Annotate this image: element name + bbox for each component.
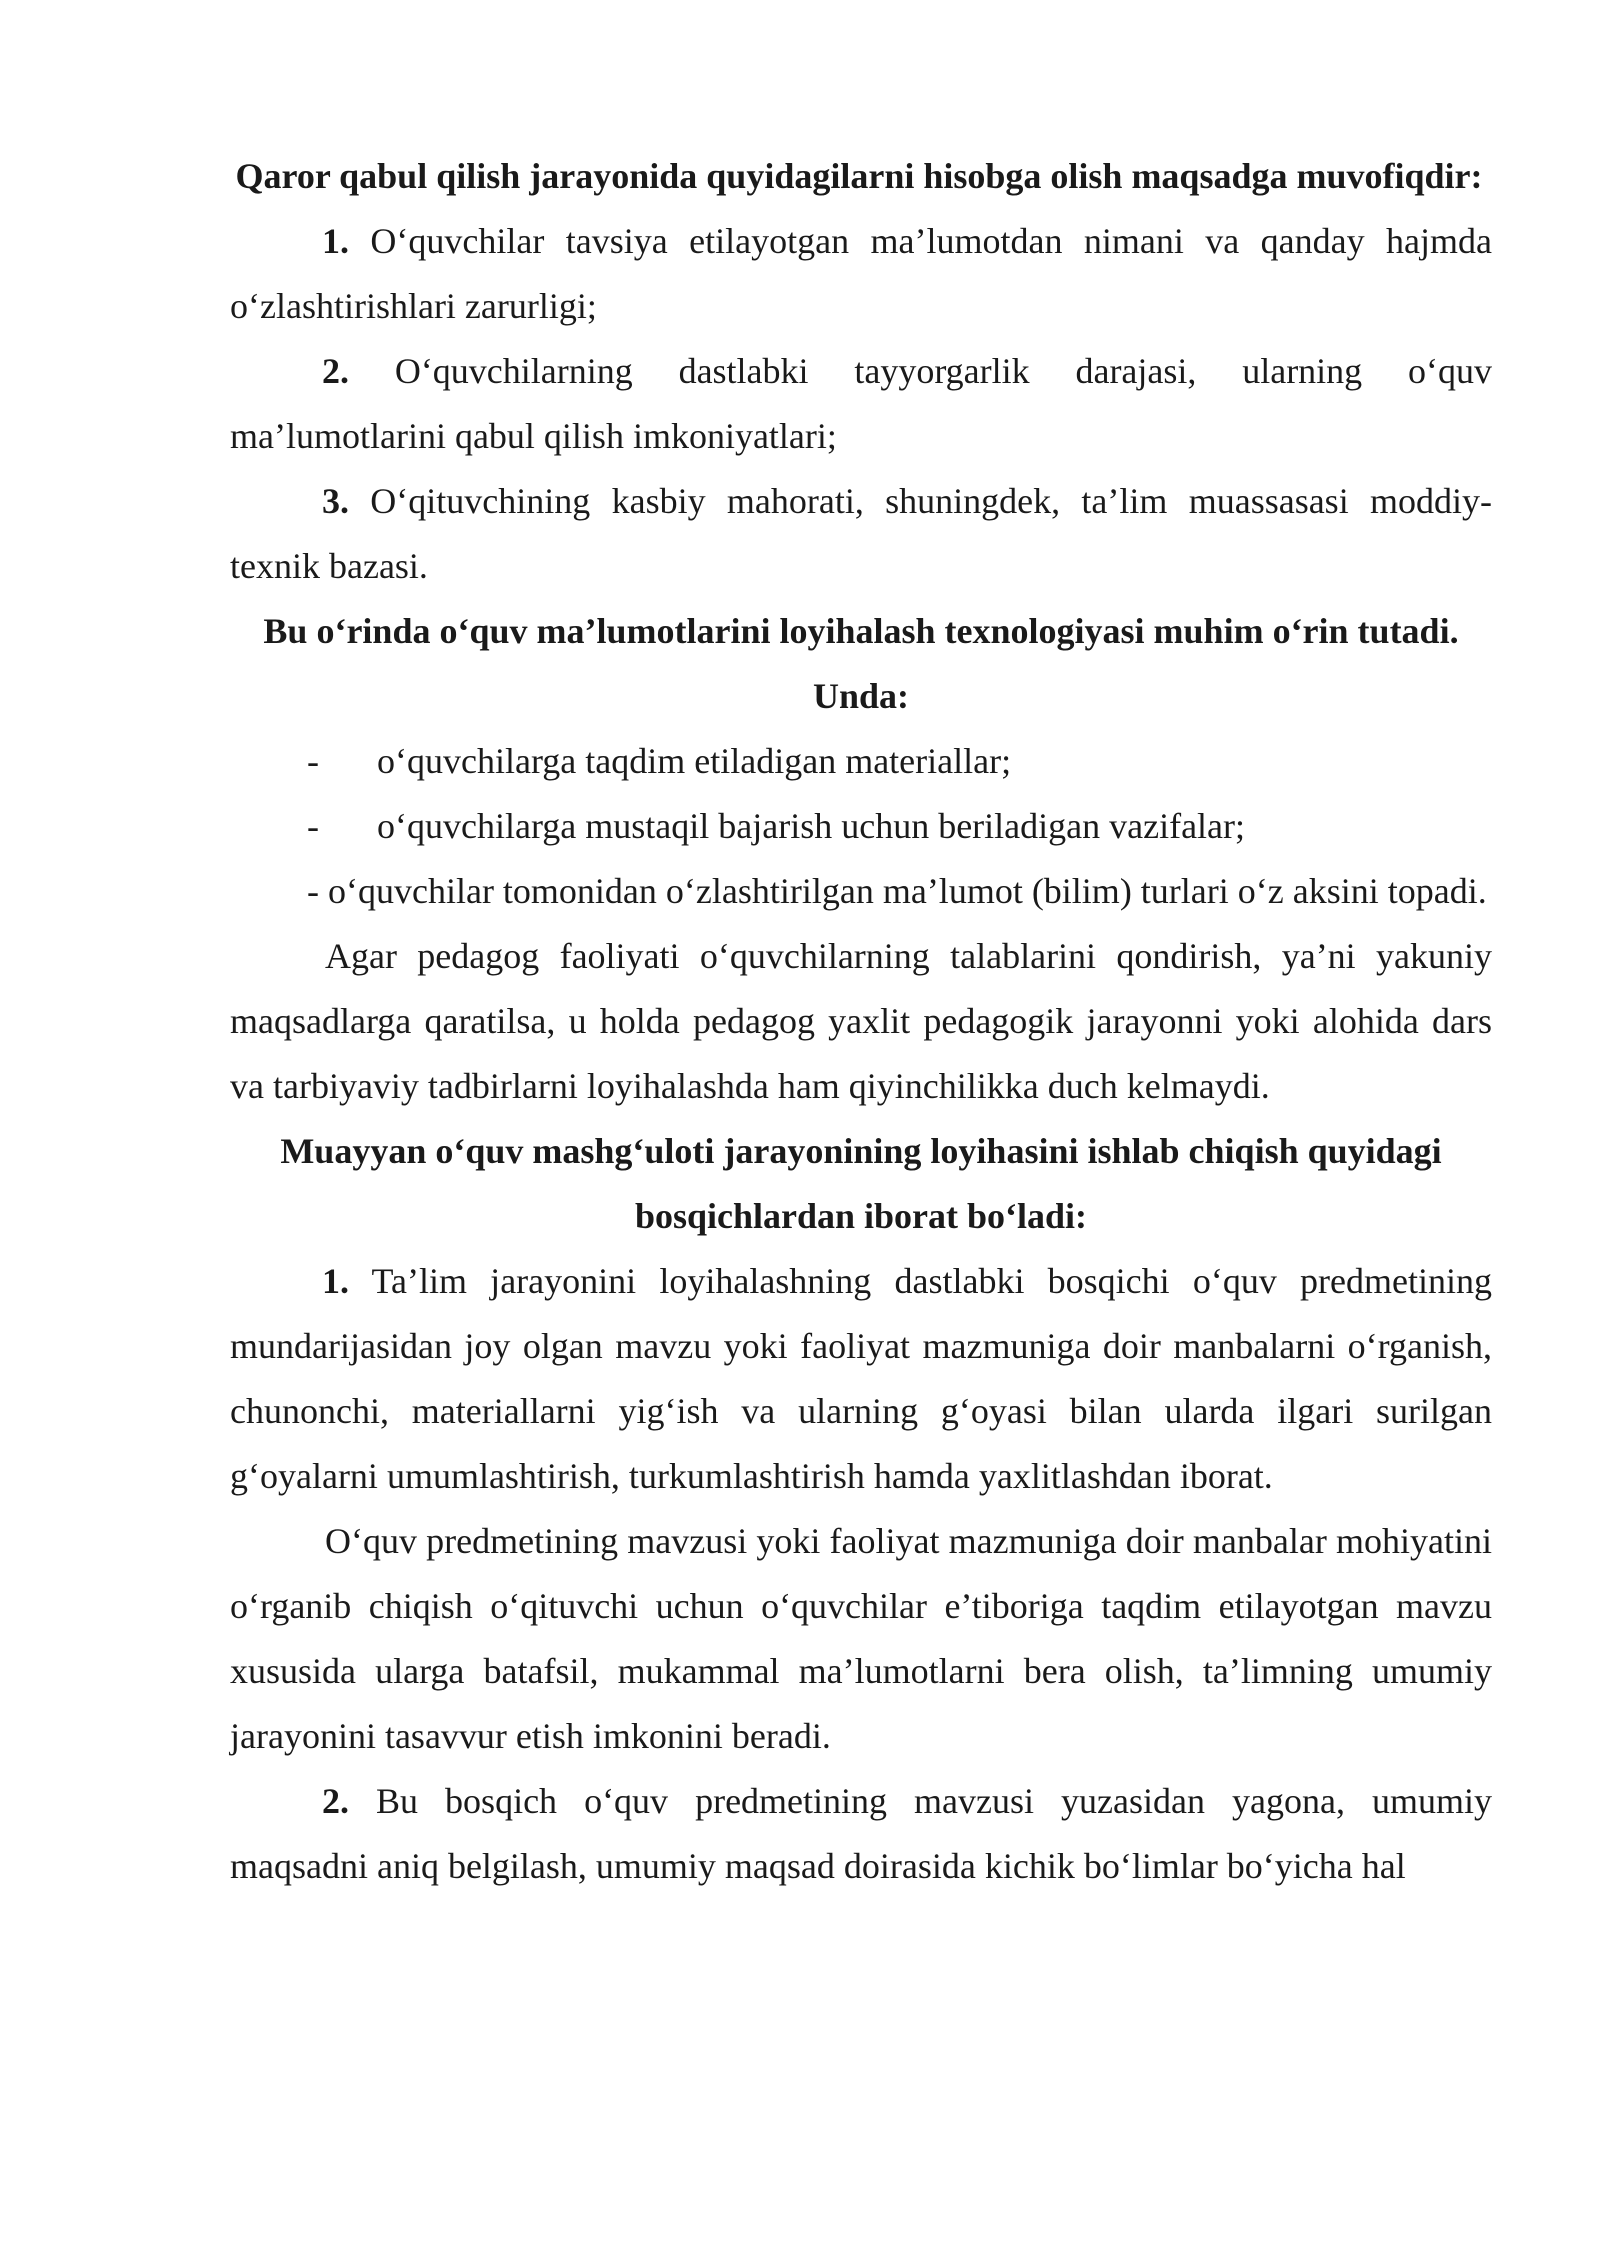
bullet-text: o‘quvchilarga taqdim etiladigan materiallar; xyxy=(377,741,1012,781)
heading-design-technology: Bu o‘rinda o‘quv ma’lumotlarini loyihalash texnologiyasi muhim o‘rin tutadi. Unda: xyxy=(263,611,1459,716)
document-page xyxy=(230,144,1492,1899)
list-text: O‘quvchilarning dastlabki tayyorgarlik darajasi, ularning o‘quv ma’lumotlarini qabul qilish imkoniyatlari; xyxy=(230,351,1492,456)
heading-decision-criteria: Qaror qabul qilish jarayonida quyidagilarni hisobga olish maqsadga muvofiqdir: xyxy=(235,156,1483,196)
bullet-text: o‘quvchilarga mustaqil bajarish uchun beriladigan vazifalar; xyxy=(377,806,1246,846)
list-item xyxy=(230,339,1492,469)
list-item xyxy=(230,469,1492,599)
list-number: 2. xyxy=(322,351,349,391)
bullet-item xyxy=(230,794,1492,859)
bullet-dash: - xyxy=(307,741,319,781)
list-item xyxy=(230,209,1492,339)
paragraph: Agar pedagog faoliyati o‘quvchilarning talablarini qondirish, ya’ni yakuniy maqsadlarga qaratilsa, u holda pedagog yaxlit pedagogik jarayonni yoki alohida dars va tarbiyaviy tadbirlarni loyihalashda ham qiyinchilikka duch kelmaydi. xyxy=(230,936,1492,1106)
bullet-item: - o‘quvchilar tomonidan o‘zlashtirilgan ma’lumot (bilim) turlari o‘z aksini topadi. xyxy=(307,871,1487,911)
bullet-dash: - xyxy=(307,806,319,846)
step-paragraph xyxy=(230,1769,1492,1899)
heading-lesson-stages: Muayyan o‘quv mashg‘uloti jarayonining loyihasini ishlab chiqish quyidagi bosqichlardan iborat bo‘ladi: xyxy=(280,1131,1442,1236)
step-text: Bu bosqich o‘quv predmetining mavzusi yuzasidan yagona, umumiy maqsadni aniq belgilash, umumiy maqsad doirasida kichik bo‘limlar bo‘yicha hal xyxy=(230,1781,1492,1886)
step-text: Ta’lim jarayonini loyihalashning dastlabki bosqichi o‘quv predmetining mundarijasidan joy olgan mavzu yoki faoliyat mazmuniga doir manbalarni o‘rganish, chunonchi, materiallarni yig‘ish va ularning g‘oyasi bilan ularda ilgari surilgan g‘oyalarni umumlashtirish, turkumlashtirish hamda yaxlitlashdan iborat. xyxy=(230,1261,1492,1496)
paragraph: O‘quv predmetining mavzusi yoki faoliyat mazmuniga doir manbalar mohiyatini o‘rganib chiqish o‘qituvchi uchun o‘quvchilar e’tiboriga taqdim etilayotgan mavzu xususida ularga batafsil, mukammal ma’lumotlarni bera olish, ta’limning umumiy jarayonini tasavvur etish imkonini beradi. xyxy=(230,1521,1492,1756)
step-number: 2. xyxy=(322,1781,349,1821)
bullet-item xyxy=(230,729,1492,794)
list-text: O‘quvchilar tavsiya etilayotgan ma’lumotdan nimani va qanday hajmda o‘zlashtirishlari zarurligi; xyxy=(230,221,1492,326)
list-number: 3. xyxy=(322,481,349,521)
list-number: 1. xyxy=(322,221,349,261)
list-text: O‘qituvchining kasbiy mahorati, shuningdek, ta’lim muassasasi moddiy-texnik bazasi. xyxy=(230,481,1492,586)
step-paragraph xyxy=(230,1249,1492,1509)
step-number: 1. xyxy=(322,1261,349,1301)
